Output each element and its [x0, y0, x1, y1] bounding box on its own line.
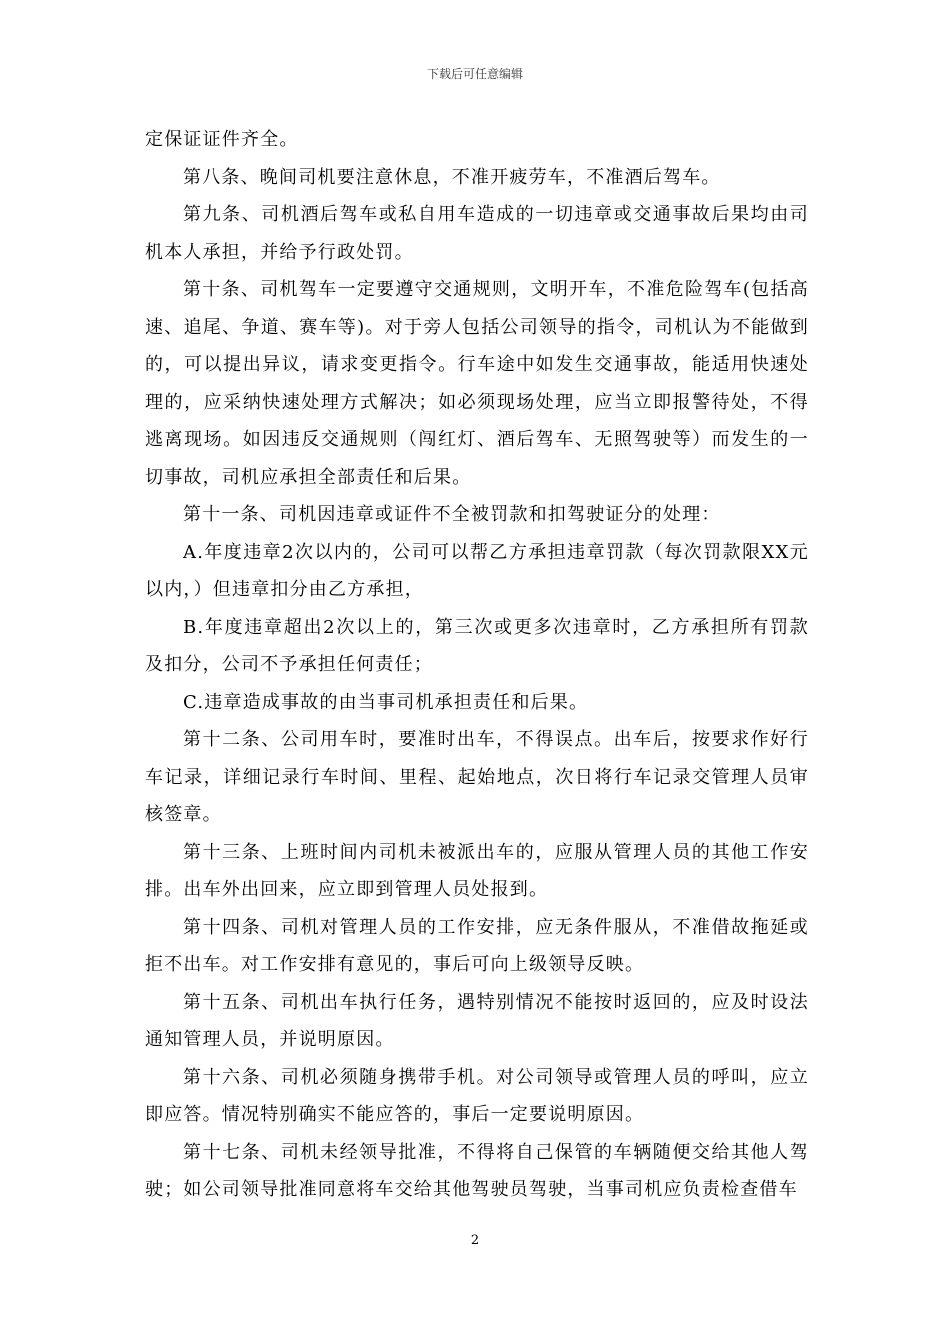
paragraph-article-11: 第十一条、司机因违章或证件不全被罚款和扣驾驶证分的处理：: [183, 504, 721, 525]
page-number: 2: [470, 1233, 480, 1248]
paragraph-item-a: A.年度违章2次以内的，公司可以帮乙方承担违章罚款（每次罚款限XX元以内，）但违章扣分由乙方承担，: [145, 541, 809, 600]
paragraph-article-10: 第十条、司机驾车一定要遵守交通规则，文明开车，不准危险驾车(包括高速、追尾、争道、赛车等)。对于旁人包括公司领导的指令，司机认为不能做到的，可以提出异议，请求变更指令。行车途中如发生交通事故，能适用快速处理的，应采纳快速处理方式解决；如必须现场处理，应当立即报警待处，不得逃离现场。如因违反交通规则（闯红灯、酒后驾车、无照驾驶等）而发生的一切事故，司机应承担全部责任和后果。: [145, 279, 809, 488]
paragraph-article-15: 第十五条、司机出车执行任务，遇特别情况不能按时返回的，应及时设法通知管理人员，并说明原因。: [145, 991, 809, 1050]
document-body: [145, 121, 809, 1209]
page-header: 下载后可任意编辑: [426, 67, 523, 81]
paragraph-article-13: 第十三条、上班时间内司机未被派出车的，应服从管理人员的其他工作安排。出车外出回来，应立即到管理人员处报到。: [145, 841, 809, 900]
paragraph-article-14: 第十四条、司机对管理人员的工作安排，应无条件服从，不准借故拖延或拒不出车。对工作安排有意见的，事后可向上级领导反映。: [145, 916, 809, 975]
paragraph-continuation: 定保证证件齐全。: [145, 129, 299, 150]
paragraph-article-12: 第十二条、公司用车时，要准时出车，不得误点。出车后，按要求作好行车记录，详细记录行车时间、里程、起始地点，次日将行车记录交管理人员审核签章。: [145, 729, 809, 825]
paragraph-article-17: 第十七条、司机未经领导批准，不得将自己保管的车辆随便交给其他人驾驶；如公司领导批准同意将车交给其他驾驶员驾驶，当事司机应负责检查借车: [145, 1141, 809, 1200]
paragraph-article-8: 第八条、晚间司机要注意休息，不准开疲劳车，不准酒后驾车。: [183, 166, 721, 188]
paragraph-article-16: 第十六条、司机必须随身携带手机。对公司领导或管理人员的呼叫，应立即应答。情况特别确实不能应答的，事后一定要说明原因。: [145, 1066, 809, 1125]
paragraph-item-b: B.年度违章超出2次以上的，第三次或更多次违章时，乙方承担所有罚款及扣分，公司不予承担任何责任；: [145, 616, 809, 675]
paragraph-item-c: C.违章造成事故的由当事司机承担责任和后果。: [183, 691, 589, 713]
paragraph-article-9: 第九条、司机酒后驾车或私自用车造成的一切违章或交通事故后果均由司机本人承担，并给予行政处罚。: [145, 204, 809, 263]
